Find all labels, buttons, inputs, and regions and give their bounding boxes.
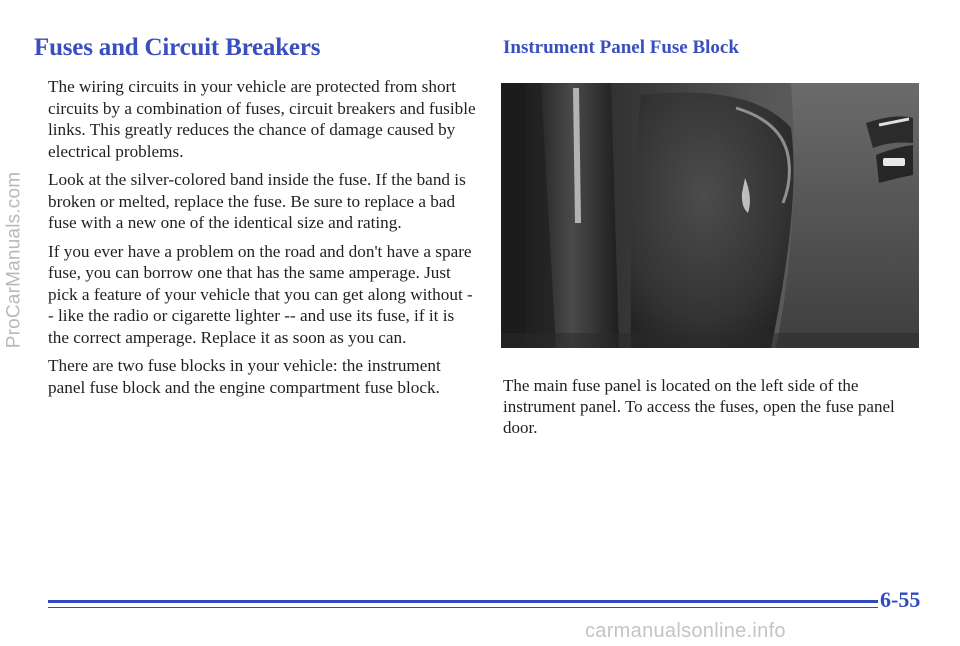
bottom-watermark: carmanualsonline.info bbox=[585, 620, 786, 642]
fuse-panel-door-photo bbox=[501, 83, 919, 348]
body-paragraph: The wiring circuits in your vehicle are protected from short circuits by a combination of fuses, circuit breakers and fusible links. This greatly reduces the chance of damage caused by electrical problems. bbox=[48, 77, 476, 161]
section-heading: Fuses and Circuit Breakers bbox=[34, 34, 321, 61]
photo-caption: The main fuse panel is located on the left side of the instrument panel. To access the fuses, open the fuse panel door. bbox=[503, 376, 895, 437]
footer-rule bbox=[48, 600, 878, 610]
body-paragraph: Look at the silver-colored band inside the fuse. If the band is broken or melted, replace the fuse. Be sure to replace a bad fuse with a new one of the identical size and rating. bbox=[48, 170, 466, 232]
side-watermark bbox=[2, 60, 26, 460]
side-watermark-text: ProCarManuals.com bbox=[3, 171, 25, 349]
page-number: 6-55 bbox=[880, 587, 921, 612]
subsection-heading: Instrument Panel Fuse Block bbox=[503, 37, 739, 58]
footer-rule-thick bbox=[48, 600, 878, 603]
section-body bbox=[48, 76, 478, 405]
body-paragraph: There are two fuse blocks in your vehicle: the instrument panel fuse block and the engine compartment fuse block. bbox=[48, 356, 441, 397]
body-paragraph: If you ever have a problem on the road and don't have a spare fuse, you can borrow one that has the same amperage. Just pick a feature of your vehicle that you can get along without -- like the radio or cigarette lighter -- and use its fuse, if it is the correct amperage. Replace it as soon as you can. bbox=[48, 241, 473, 347]
footer-rule-thin bbox=[48, 607, 878, 608]
